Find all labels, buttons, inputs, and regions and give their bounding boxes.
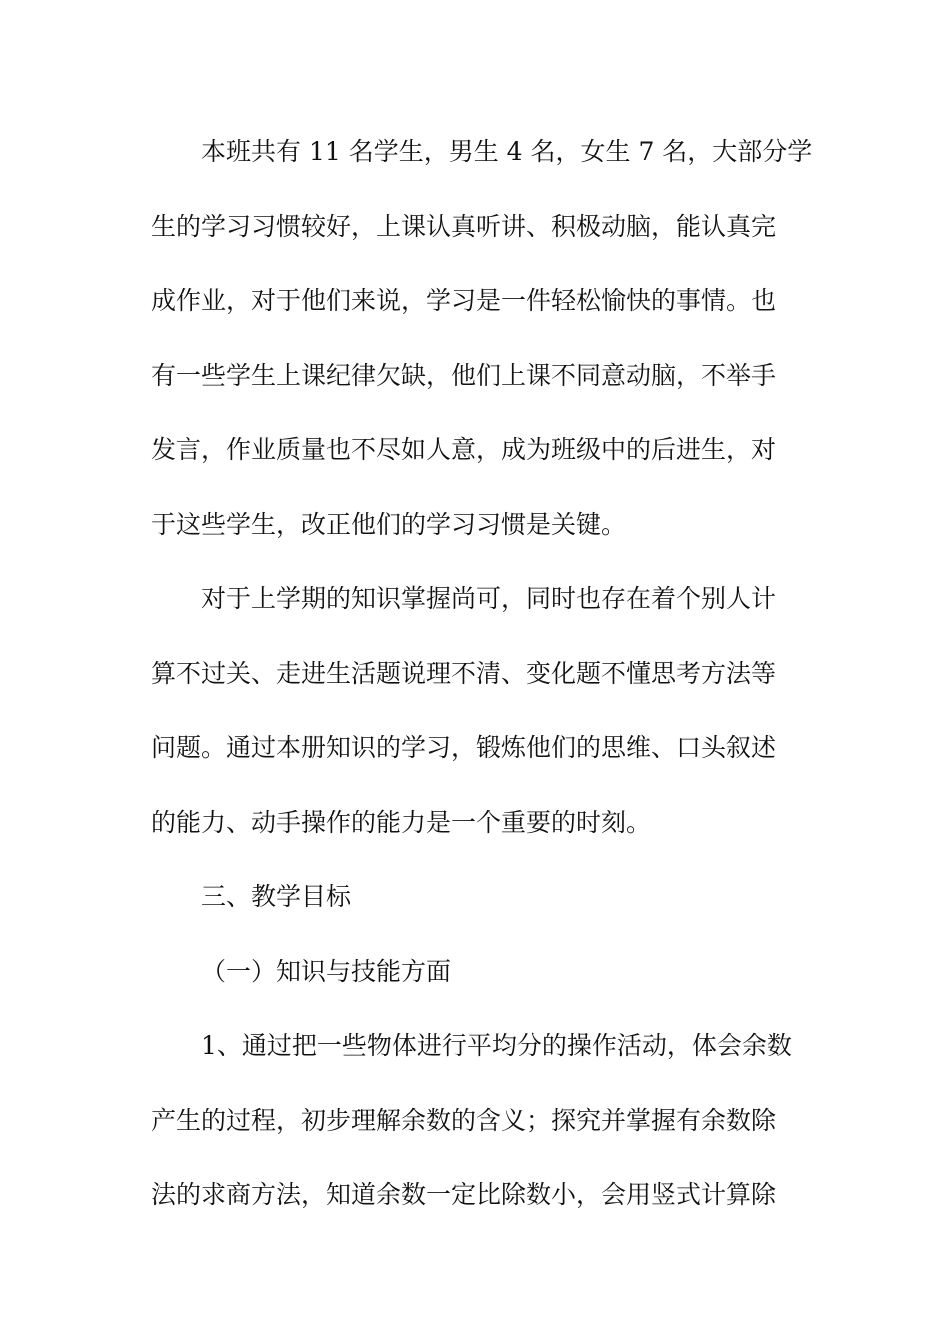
- paragraph-goal-1: [151, 1009, 801, 1233]
- text-line: 1、通过把一些物体进行平均分的操作活动，体会余数: [201, 1031, 792, 1060]
- text-line: 于这些学生，改正他们的学习习惯是关键。: [151, 509, 627, 539]
- text-line: 法的求商方法，知道余数一定比除数小，会用竖式计算除: [151, 1180, 777, 1209]
- text-line: 算不过关、走进生活题说理不清、变化题不懂思考方法等: [151, 658, 777, 688]
- text-line: 发言，作业质量也不尽如人意，成为班级中的后进生，对: [151, 435, 777, 464]
- text-line: 生的学习习惯较好，上课认真听讲、积极动脑，能认真完: [151, 211, 777, 241]
- text-line: 三、教学目标: [201, 882, 352, 911]
- text-line: 的能力、动手操作的能力是一个重要的时刻。: [151, 807, 652, 837]
- section-heading: [151, 860, 801, 935]
- text-line: 对于上学期的知识掌握尚可，同时也存在着个别人计: [201, 584, 777, 613]
- paragraph-class-overview: [151, 115, 813, 562]
- text-line: 本班共有 11 名学生，男生 4 名，女生 7 名，大部分学: [201, 137, 813, 166]
- subsection-heading: [151, 935, 801, 1010]
- text-line: （一）知识与技能方面: [201, 956, 452, 986]
- text-line: 有一些学生上课纪律欠缺，他们上课不同意动脑，不举手: [151, 360, 777, 390]
- document-body: [151, 115, 813, 1233]
- text-line: 成作业，对于他们来说，学习是一件轻松愉快的事情。也: [151, 286, 777, 315]
- text-line: 问题。通过本册知识的学习，锻炼他们的思维、口头叙述: [151, 733, 777, 762]
- text-line: 产生的过程，初步理解余数的含义；探究并掌握有余数除: [151, 1105, 777, 1135]
- paragraph-knowledge-status: [151, 562, 801, 860]
